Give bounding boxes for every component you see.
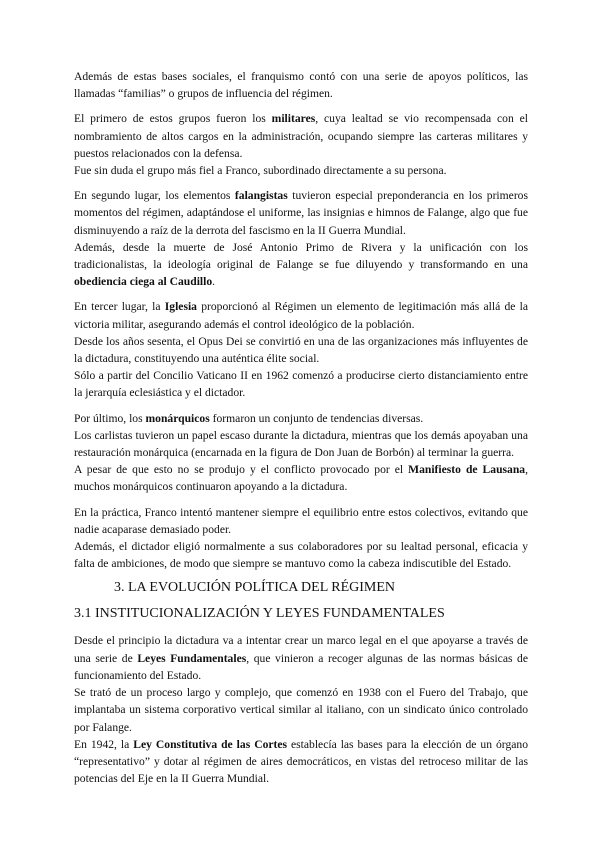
text-run: Desde los años sesenta, el Opus Dei se convirtió en una de las organizaciones más influyentes de la dictadura, constituyendo una auténtica élite social. xyxy=(74,334,528,366)
bold-term: obediencia ciega al Caudillo xyxy=(74,275,213,289)
paragraph xyxy=(74,110,528,162)
text-run: Además, desde la muerte de José Antonio Primo de Rivera y la unificación con los tradicionalistas, la ideología original de Falange se fue diluyendo y transformando en una xyxy=(74,240,528,272)
document-page xyxy=(74,68,528,787)
bold-term: Manifiesto de Lausana xyxy=(408,463,526,477)
bold-term: Ley Constitutiva de las Cortes xyxy=(133,737,288,751)
bold-term: Leyes Fundamentales xyxy=(137,651,247,665)
section-familias xyxy=(74,68,528,572)
text-run: El primero de estos grupos fueron los xyxy=(74,112,272,126)
paragraph xyxy=(74,162,528,179)
bold-term: monárquicos xyxy=(145,411,210,425)
text-run: Desde el principio la dictadura va a intentar crear un marco legal en el que apoyarse a través de una serie de xyxy=(74,634,528,665)
text-run: Se trató de un proceso largo y complejo, que comenzó en 1938 con el Fuero del Trabajo, que implantaba un sistema corporativo vertical similar al italiano, con un sindicato único controlado por Falange. xyxy=(74,686,528,734)
paragraph xyxy=(74,68,528,102)
paragraph xyxy=(74,684,528,736)
section-leyes xyxy=(74,632,528,787)
bold-term: falangistas xyxy=(234,189,288,203)
text-run: Los carlistas tuvieron un papel escaso durante la dictadura, mientras que los demás apoyaban una restauración monárquica (encarnada en la figura de Don Juan de Borbón) al terminar la guerra. xyxy=(74,428,528,460)
paragraph xyxy=(74,410,528,427)
paragraph xyxy=(74,736,528,788)
paragraph xyxy=(74,298,528,332)
text-run: Fue sin duda el grupo más fiel a Franco, subordinado directamente a su persona. xyxy=(74,164,447,178)
text-run: establecía las bases para la elección de un órgano “representativo” y dotar al régimen de aires democráticos, en vistas del retroceso militar de las potencias del Eje en la II Guerra Mundial. xyxy=(74,737,528,786)
text-run: , muchos monárquicos continuaron apoyando a la dictadura. xyxy=(74,463,528,494)
section-heading: 3. LA EVOLUCIÓN POLÍTICA DEL RÉGIMEN xyxy=(114,580,396,596)
paragraph xyxy=(74,239,528,291)
text-run: En la práctica, Franco intentó mantener siempre el equilibrio entre estos colectivos, evitando que nadie acaparase demasiado poder. xyxy=(74,505,528,536)
text-run: , cuya lealtad se vio recompensada con el nombramiento de altos cargos en la administración, ocupando siempre las carteras militares y puestos relacionados con la defensa. xyxy=(74,112,528,160)
paragraph xyxy=(74,632,528,684)
text-run: Por último, los xyxy=(74,411,146,425)
text-run: A pesar de que esto no se produjo y el conflicto provocado por el xyxy=(74,463,409,477)
text-run: , que vinieron a recoger algunas de las normas básicas de funcionamiento del Estado. xyxy=(74,651,529,682)
text-run: tuvieron especial preponderancia en los primeros momentos del régimen, adaptándose el uniforme, las insignias e himnos de Falange, algo que fue disminuyendo a raíz de la derrota del fascismo en la II Guerra Mundial. xyxy=(74,189,528,237)
text-run: . xyxy=(212,275,216,289)
text-run: formaron un conjunto de tendencias diversas. xyxy=(209,411,424,425)
bold-term: Iglesia xyxy=(164,300,197,314)
paragraph xyxy=(74,538,528,572)
text-run: En segundo lugar, los elementos xyxy=(74,189,235,203)
text-run: Además de estas bases sociales, el franquismo contó con una serie de apoyos políticos, las llamadas “familias” o grupos de influencia del régimen. xyxy=(74,70,528,101)
text-run: proporcionó al Régimen un elemento de legitimación más allá de la victoria militar, asegurando además el control ideológico de la población. xyxy=(74,300,528,331)
paragraph xyxy=(74,461,528,495)
paragraph xyxy=(74,333,528,367)
paragraph xyxy=(74,187,528,239)
subsection-heading: 3.1 INSTITUCIONALIZACIÓN Y LEYES FUNDAMENTALES xyxy=(74,606,445,622)
paragraph xyxy=(74,504,528,538)
text-run: Sólo a partir del Concilio Vaticano II en 1962 comenzó a producirse cierto distanciamiento entre la jerarquía eclesiástica y el dictador. xyxy=(74,369,528,400)
bold-term: militares xyxy=(271,112,316,126)
text-run: Además, el dictador eligió normalmente a sus colaboradores por su lealtad personal, eficacia y falta de ambiciones, de modo que siempre se mantuvo como la cabeza indiscutible del Estado. xyxy=(74,540,528,571)
paragraph xyxy=(74,367,528,401)
paragraph xyxy=(74,427,528,461)
text-run: En tercer lugar, la xyxy=(74,300,165,314)
text-run: En 1942, la xyxy=(74,737,134,751)
